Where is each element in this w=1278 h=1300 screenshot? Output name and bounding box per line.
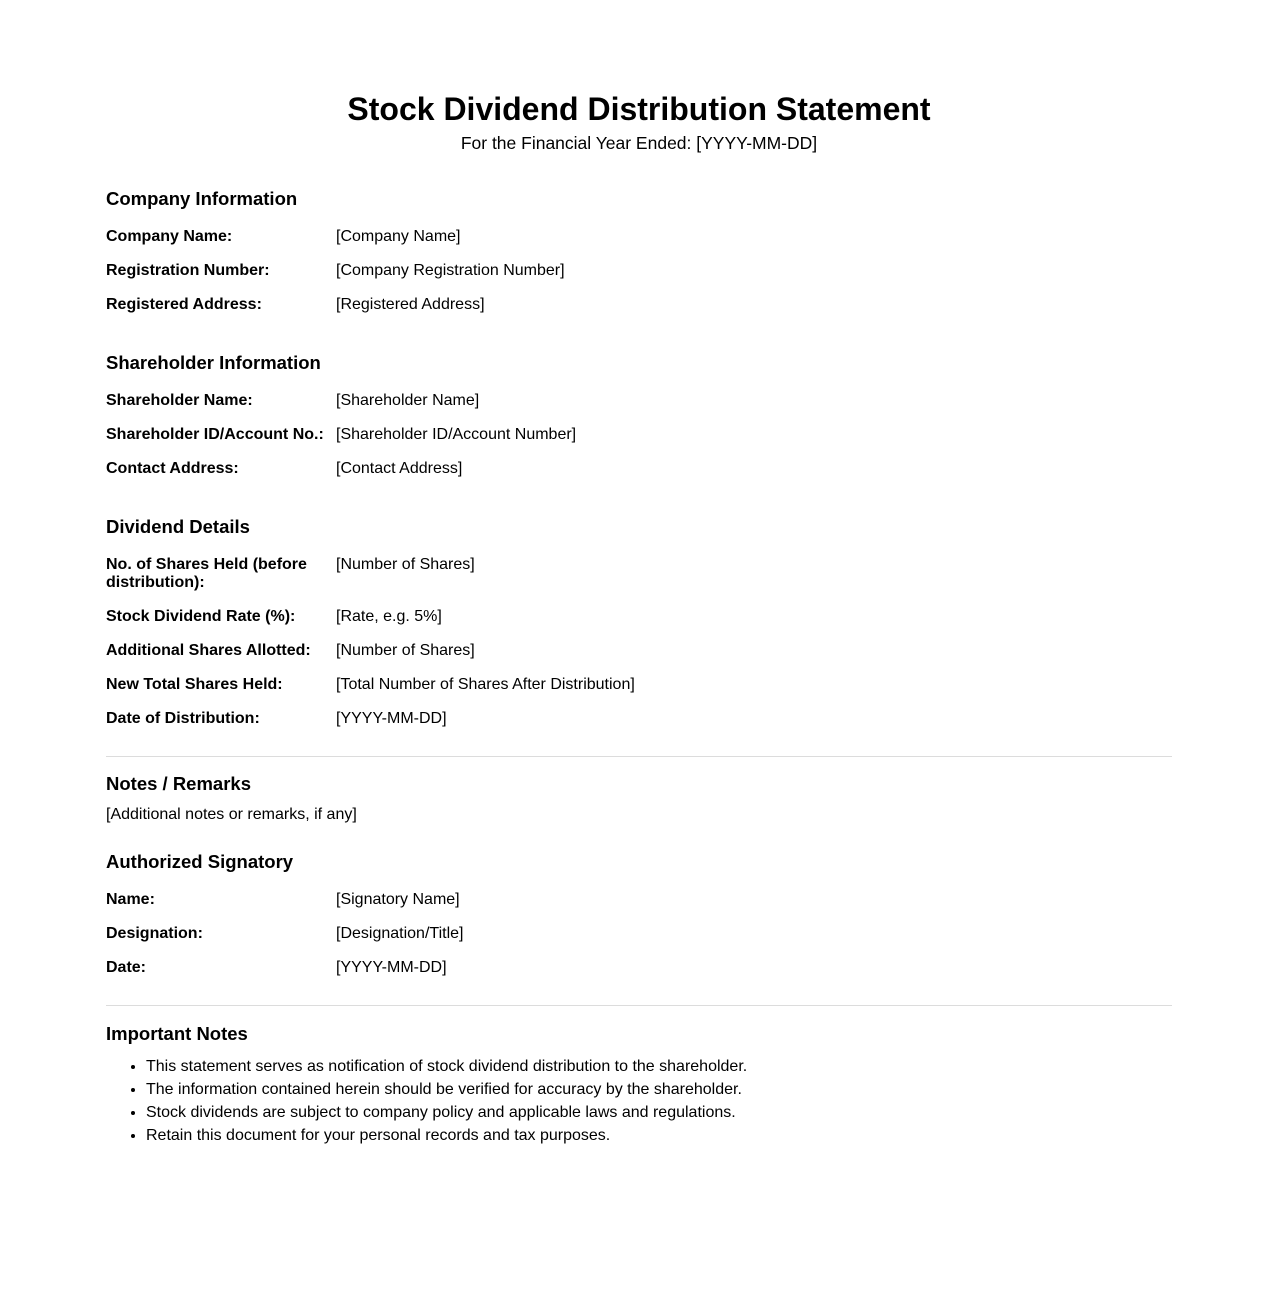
field-label: Name: <box>106 891 155 908</box>
page-title: Stock Dividend Distribution Statement <box>347 91 931 127</box>
section-heading-notes: Notes / Remarks <box>106 773 251 794</box>
field-row-company-name <box>106 228 1172 246</box>
field-row-new-total-shares <box>106 676 1172 694</box>
field-label: Stock Dividend Rate (%): <box>106 608 296 625</box>
authorized-signatory-section <box>106 850 1172 977</box>
field-value: [Number of Shares] <box>336 556 475 573</box>
field-row-distribution-date <box>106 710 1172 728</box>
dividend-details-section <box>106 515 1172 728</box>
list-item: • Stock dividends are subject to company policy and applicable laws and regulations. <box>146 1101 1172 1124</box>
field-label: No. of Shares Held (before distribution): <box>106 556 307 591</box>
field-row-registration-number <box>106 262 1172 280</box>
field-label: Designation: <box>106 925 203 942</box>
field-value: [YYYY-MM-DD] <box>336 959 447 976</box>
field-label: Registered Address: <box>106 296 262 313</box>
field-value: [Number of Shares] <box>336 642 475 659</box>
field-label: Date of Distribution: <box>106 710 260 727</box>
section-heading-important: Important Notes <box>106 1023 248 1044</box>
section-divider <box>106 756 1172 757</box>
list-item: • This statement serves as notification of stock dividend distribution to the shareholder. <box>146 1055 1172 1078</box>
field-value: [Company Registration Number] <box>336 262 565 279</box>
field-label: Contact Address: <box>106 460 239 477</box>
field-row-additional-shares <box>106 642 1172 660</box>
field-label: Date: <box>106 959 147 976</box>
important-notes-section <box>106 1022 1172 1147</box>
field-row-contact-address <box>106 460 1172 478</box>
notes-remarks-section <box>106 772 1172 825</box>
section-heading-dividend: Dividend Details <box>106 516 250 537</box>
field-row-shareholder-id <box>106 426 1172 444</box>
field-label: Registration Number: <box>106 262 270 279</box>
section-heading-shareholder: Shareholder Information <box>106 352 321 373</box>
field-label: Company Name: <box>106 228 233 245</box>
shareholder-information-section <box>106 351 1172 478</box>
field-value: [Rate, e.g. 5%] <box>336 608 442 625</box>
dividend-fields <box>106 556 1172 728</box>
field-value: [YYYY-MM-DD] <box>336 710 447 727</box>
field-value: [Company Name] <box>336 228 461 245</box>
signatory-fields <box>106 891 1172 977</box>
field-row-registered-address <box>106 296 1172 314</box>
field-row-dividend-rate <box>106 608 1172 626</box>
field-value: [Designation/Title] <box>336 925 464 942</box>
field-row-designation <box>106 925 1172 943</box>
list-item: • Retain this document for your personal records and tax purposes. <box>146 1124 1172 1147</box>
shareholder-fields <box>106 392 1172 478</box>
section-heading-signatory: Authorized Signatory <box>106 851 294 872</box>
field-value: [Shareholder Name] <box>336 392 480 409</box>
important-notes-list <box>106 1055 1172 1147</box>
field-value: [Shareholder ID/Account Number] <box>336 426 577 443</box>
field-label: New Total Shares Held: <box>106 676 283 693</box>
page-subtitle: For the Financial Year Ended: [YYYY-MM-DD] <box>460 133 818 153</box>
field-value: [Total Number of Shares After Distribution] <box>336 676 635 693</box>
field-row-shareholder-name <box>106 392 1172 410</box>
list-item: • The information contained herein should be verified for accuracy by the shareholder. <box>146 1078 1172 1101</box>
field-label: Shareholder Name: <box>106 392 253 409</box>
statement-document <box>106 0 1172 1147</box>
field-label: Shareholder ID/Account No.: <box>106 426 324 443</box>
field-row-signatory-name <box>106 891 1172 909</box>
field-row-shares-held-before <box>106 556 1172 592</box>
field-value: [Registered Address] <box>336 296 485 313</box>
company-information-section <box>106 187 1172 314</box>
section-heading-company: Company Information <box>106 188 298 209</box>
notes-text: [Additional notes or remarks, if any] <box>106 806 357 823</box>
field-value: [Contact Address] <box>336 460 463 477</box>
field-row-signature-date <box>106 959 1172 977</box>
company-fields <box>106 228 1172 314</box>
section-divider <box>106 1005 1172 1006</box>
field-label: Additional Shares Allotted: <box>106 642 311 659</box>
field-value: [Signatory Name] <box>336 891 460 908</box>
